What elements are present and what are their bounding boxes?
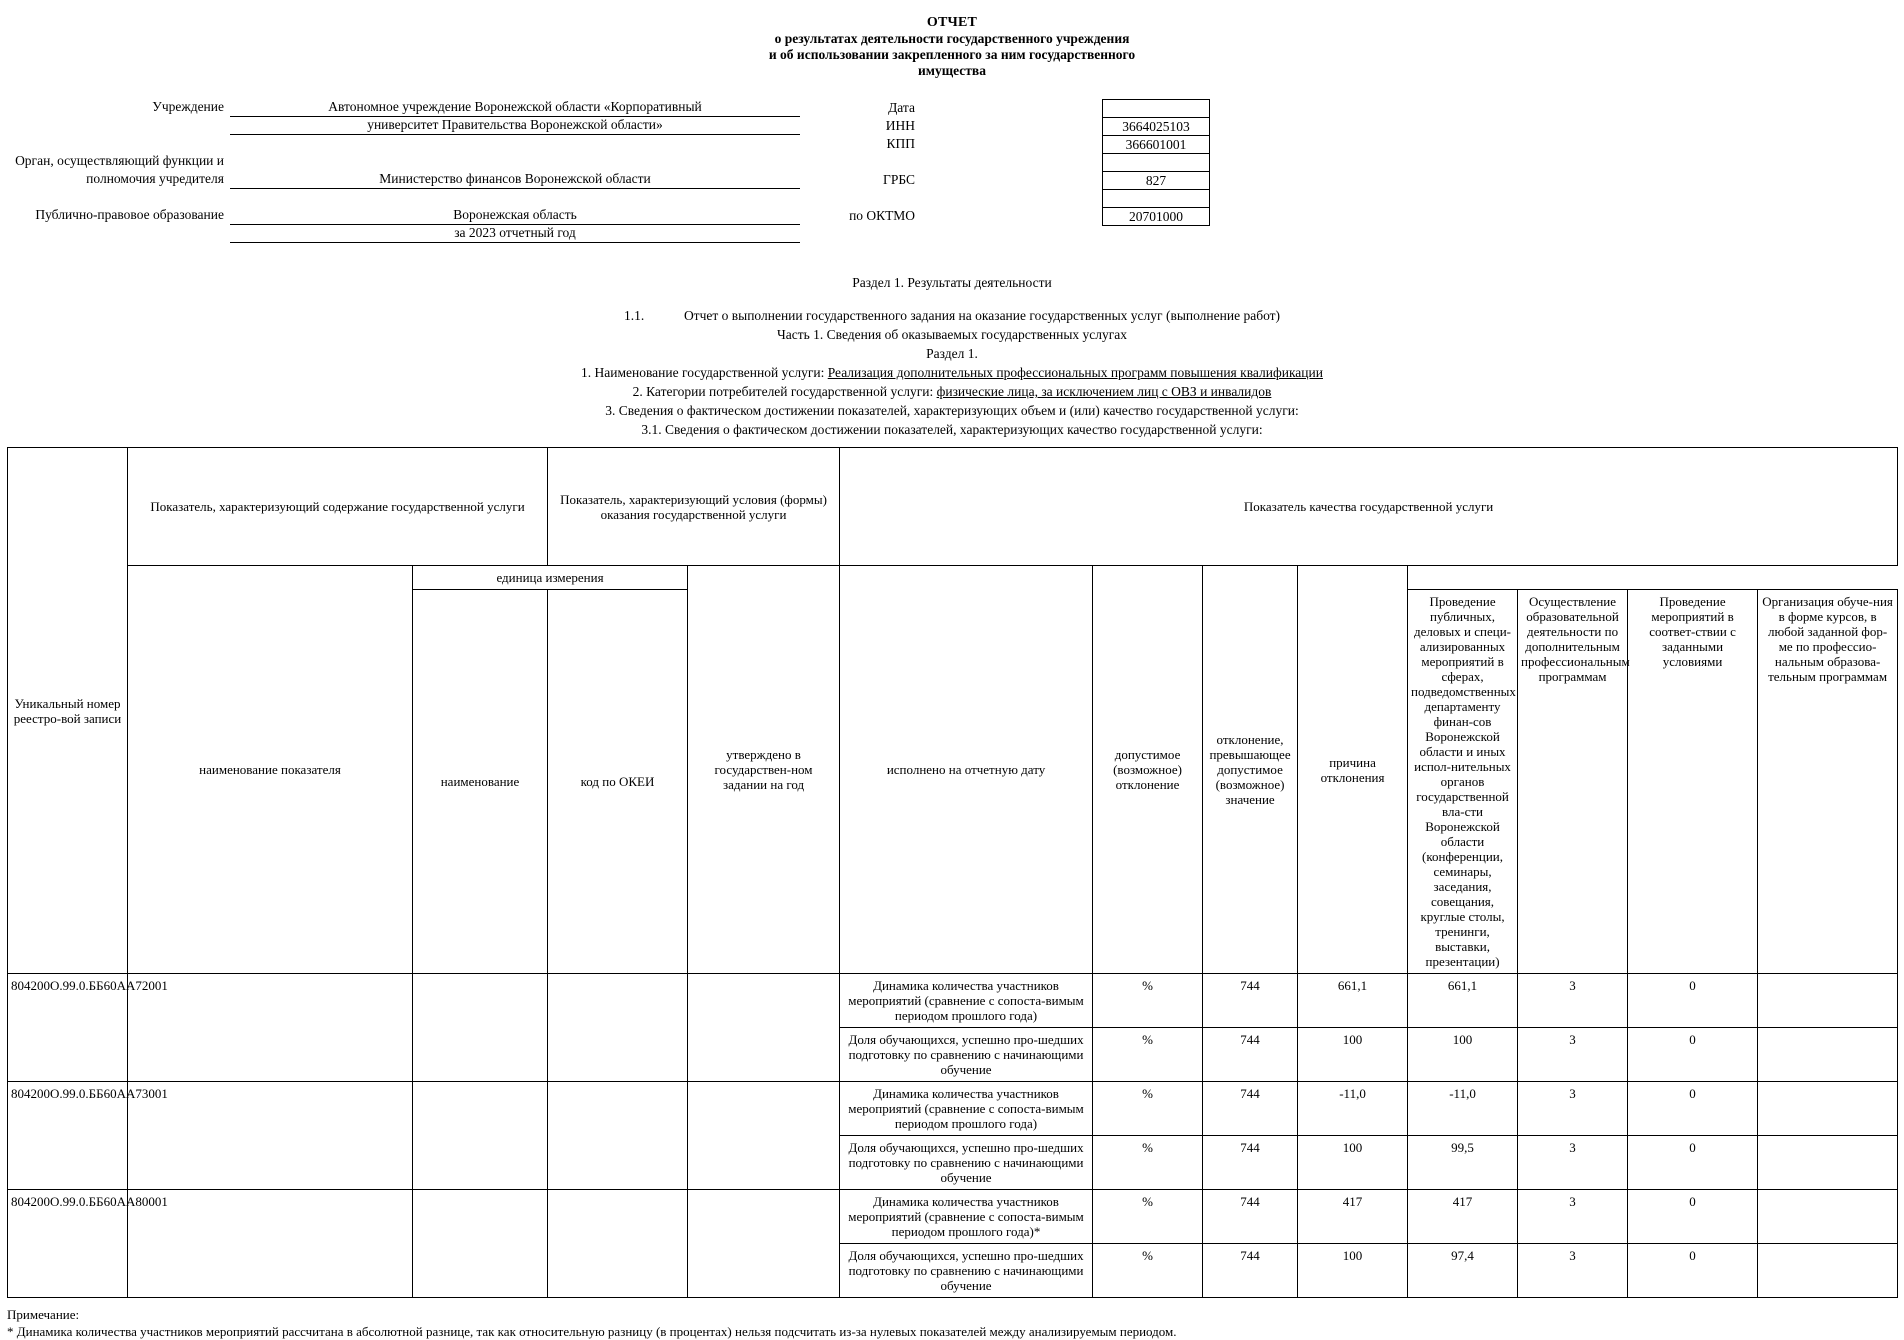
cell-deviation-reason xyxy=(1758,974,1898,1028)
quality-indicators-table xyxy=(7,447,1898,1298)
cell-unit-name: % xyxy=(1093,1190,1203,1244)
cell-executed-to-date: 661,1 xyxy=(1408,974,1518,1028)
th-indicator-name: наименование показателя xyxy=(128,566,413,974)
cell-indicator-name: Динамика количества участников мероприятий (сравнение с сопоста-вимым периодом прошлого года) xyxy=(840,1082,1093,1136)
th-conditions-col-2: Организация обуче-ния в форме курсов, в любой заданной фор-ме по профессио-нальным образова-тельным программам xyxy=(1758,590,1898,974)
code-label-grbs: ГРБС xyxy=(883,172,915,187)
heading-razdel-1-short: Раздел 1. xyxy=(926,346,978,361)
cell-conditions-col-1 xyxy=(548,1190,688,1298)
th-executed-to-date: исполнено на отчетную дату xyxy=(840,566,1093,974)
founder-label-line-2: полномочия учредителя xyxy=(86,171,224,186)
institution-label: Учреждение xyxy=(152,99,224,114)
heading-consumer-categories xyxy=(0,382,1904,401)
heading-quality-achievement-info: 3.1. Сведения о фактическом достижении показателей, характеризующих качество государственной услуги: xyxy=(641,422,1263,437)
spacer-value-1 xyxy=(230,135,800,153)
cell-unit-okei-code: 744 xyxy=(1203,1136,1298,1190)
consumer-categories-prefix: 2. Категории потребителей государственной услуги: xyxy=(632,384,937,399)
cell-unit-okei-code: 744 xyxy=(1203,974,1298,1028)
spacer-value-3 xyxy=(230,189,800,207)
table-header-row-2 xyxy=(8,566,1898,590)
code-value-kpp: 366601001 xyxy=(1103,136,1209,154)
heading-item-1-1-text: Отчет о выполнении государственного задания на оказание государственных услуг (выполнение работ) xyxy=(683,308,1281,323)
heading-item-1-1-number: 1.1. xyxy=(623,308,645,323)
table-body xyxy=(8,974,1898,1298)
institution-value-line-1: Автономное учреждение Воронежской области «Корпоративный xyxy=(230,99,800,117)
th-unit-okei-code: код по ОКЕИ xyxy=(548,590,688,974)
th-unit-of-measure: единица измерения xyxy=(413,566,688,590)
founder-value: Министерство финансов Воронежской области xyxy=(230,171,800,189)
document-subtitle-line-2: и об использовании закрепленного за ним государственного xyxy=(768,47,1136,62)
identification-header xyxy=(0,99,1904,243)
public-entity-value: Воронежская область xyxy=(230,207,800,225)
document-title-block xyxy=(0,0,1904,79)
cell-approved-for-year: 417 xyxy=(1298,1190,1408,1244)
code-value-date xyxy=(1103,100,1209,118)
public-entity-label: Публично-правовое образование xyxy=(35,207,224,222)
footnote-heading: Примечание: xyxy=(7,1307,80,1322)
cell-deviation-reason xyxy=(1758,1136,1898,1190)
cell-allowed-deviation: 3 xyxy=(1518,974,1628,1028)
cell-exceeding-deviation: 0 xyxy=(1628,1190,1758,1244)
cell-executed-to-date: -11,0 xyxy=(1408,1082,1518,1136)
table-header xyxy=(8,448,1898,974)
spacer-label-3 xyxy=(0,189,230,207)
cell-unit-okei-code: 744 xyxy=(1203,1190,1298,1244)
code-values-box xyxy=(1102,99,1210,226)
cell-registry-number: 804200О.99.0.ББ60АА72001 xyxy=(8,974,128,1082)
th-content-col-1: Проведение публичных, деловых и специ-ализированных мероприятий в сферах, подведомственных департаменту финан-сов Воронежской области и иных испол-нительных органов государственной вла-сти Воронежской области (конференции, семинары, заседания, совещания, круглые столы, тренинги, выставки, презентации) xyxy=(1408,590,1518,974)
cell-deviation-reason xyxy=(1758,1082,1898,1136)
code-label-blank-2 xyxy=(838,189,923,207)
section-headings xyxy=(0,273,1904,439)
cell-indicator-name: Динамика количества участников мероприятий (сравнение с сопоста-вимым периодом прошлого года)* xyxy=(840,1190,1093,1244)
document-subtitle-line-3: имущества xyxy=(918,63,986,78)
code-label-oktmo: по ОКТМО xyxy=(849,208,915,223)
code-value-oktmo: 20701000 xyxy=(1103,208,1209,226)
cell-executed-to-date: 417 xyxy=(1408,1190,1518,1244)
cell-allowed-deviation: 3 xyxy=(1518,1136,1628,1190)
cell-content-col-1 xyxy=(128,1082,413,1190)
footnote-text: * Динамика количества участников мероприятий рассчитана в абсолютной разнице, так как относительную разницу (в процентах) нельзя подсчитать из-за нулевых показателей между анализируемым периодом. xyxy=(7,1324,1177,1339)
cell-content-col-2 xyxy=(413,974,548,1082)
cell-approved-for-year: 100 xyxy=(1298,1244,1408,1298)
cell-unit-name: % xyxy=(1093,1136,1203,1190)
cell-approved-for-year: 100 xyxy=(1298,1028,1408,1082)
institution-value-line-2: университет Правительства Воронежской области» xyxy=(230,117,800,135)
cell-indicator-name: Доля обучающихся, успешно про-шедших подготовку по сравнению с начинающими обучение xyxy=(840,1136,1093,1190)
cell-content-col-1 xyxy=(128,974,413,1082)
th-content-col-2: Осуществление образовательной деятельности по дополнительным профессиональным программам xyxy=(1518,590,1628,974)
cell-allowed-deviation: 3 xyxy=(1518,1082,1628,1136)
table-row xyxy=(8,974,1898,1028)
reporting-period-value: за 2023 отчетный год xyxy=(230,225,800,243)
code-value-blank-2 xyxy=(1103,190,1209,208)
document-subtitle-line-1: о результатах деятельности государственного учреждения xyxy=(774,31,1130,46)
th-approved-for-year: утверждено в государствен-ном задании на год xyxy=(688,566,840,974)
cell-executed-to-date: 99,5 xyxy=(1408,1136,1518,1190)
th-deviation-reason: причина отклонения xyxy=(1298,566,1408,974)
cell-conditions-col-1 xyxy=(548,1082,688,1190)
cell-conditions-col-2 xyxy=(688,1190,840,1298)
code-label-date: Дата xyxy=(888,100,915,115)
th-conditions-col-1: Проведение мероприятий в соответ-ствии с заданными условиями xyxy=(1628,590,1758,974)
cell-unit-name: % xyxy=(1093,1028,1203,1082)
cell-deviation-reason xyxy=(1758,1028,1898,1082)
service-name-value: Реализация дополнительных профессиональных программ повышения квалификации xyxy=(827,365,1323,380)
cell-unit-okei-code: 744 xyxy=(1203,1028,1298,1082)
code-value-grbs: 827 xyxy=(1103,172,1209,190)
cell-unit-name: % xyxy=(1093,1244,1203,1298)
cell-unit-okei-code: 744 xyxy=(1203,1082,1298,1136)
heading-achievement-info: 3. Сведения о фактическом достижении показателей, характеризующих объем и (или) качество государственной услуги: xyxy=(605,403,1299,418)
cell-executed-to-date: 100 xyxy=(1408,1028,1518,1082)
document-title: ОТЧЕТ xyxy=(926,15,978,30)
cell-allowed-deviation: 3 xyxy=(1518,1028,1628,1082)
cell-registry-number: 804200О.99.0.ББ60АА80001 xyxy=(8,1190,128,1298)
table-header-row-1 xyxy=(8,448,1898,566)
th-exceeding-deviation: отклонение, превышающее допустимое (возможное) значение xyxy=(1203,566,1298,974)
code-label-blank-1 xyxy=(838,153,923,171)
code-label-kpp: КПП xyxy=(886,136,915,151)
cell-exceeding-deviation: 0 xyxy=(1628,1028,1758,1082)
cell-content-col-2 xyxy=(413,1190,548,1298)
founder-label-line-1: Орган, осуществляющий функции и xyxy=(15,153,224,168)
cell-executed-to-date: 97,4 xyxy=(1408,1244,1518,1298)
cell-conditions-col-2 xyxy=(688,974,840,1082)
th-unit-name: наименование xyxy=(413,590,548,974)
th-allowed-deviation: допустимое (возможное) отклонение xyxy=(1093,566,1203,974)
cell-indicator-name: Динамика количества участников мероприятий (сравнение с сопоста-вимым периодом прошлого года) xyxy=(840,974,1093,1028)
th-content-indicator: Показатель, характеризующий содержание государственной услуги xyxy=(128,448,548,566)
cell-conditions-col-2 xyxy=(688,1082,840,1190)
heading-service-name xyxy=(0,363,1904,382)
code-label-inn: ИНН xyxy=(885,118,915,133)
spacer-value-2 xyxy=(230,153,800,171)
service-name-prefix: 1. Наименование государственной услуги: xyxy=(581,365,828,380)
consumer-categories-value: физические лица, за исключением лиц с ОВЗ и инвалидов xyxy=(936,384,1272,399)
cell-approved-for-year: -11,0 xyxy=(1298,1082,1408,1136)
spacer-label-2 xyxy=(0,135,230,153)
cell-allowed-deviation: 3 xyxy=(1518,1190,1628,1244)
cell-unit-name: % xyxy=(1093,974,1203,1028)
th-registry-number: Уникальный номер реестро-вой записи xyxy=(8,448,128,974)
cell-indicator-name: Доля обучающихся, успешно про-шедших подготовку по сравнению с начинающими обучение xyxy=(840,1244,1093,1298)
spacer-label-4 xyxy=(0,225,230,243)
code-value-inn: 3664025103 xyxy=(1103,118,1209,136)
th-quality-indicator: Показатель качества государственной услуги xyxy=(840,448,1898,566)
cell-allowed-deviation: 3 xyxy=(1518,1244,1628,1298)
cell-exceeding-deviation: 0 xyxy=(1628,974,1758,1028)
heading-razdel-1: Раздел 1. Результаты деятельности xyxy=(852,275,1052,290)
table-row xyxy=(8,1082,1898,1136)
cell-approved-for-year: 100 xyxy=(1298,1136,1408,1190)
cell-content-col-1 xyxy=(128,1190,413,1298)
spacer-label-1 xyxy=(0,117,230,135)
heading-item-1-1 xyxy=(0,306,1904,325)
footnote-block xyxy=(7,1306,1904,1340)
cell-approved-for-year: 661,1 xyxy=(1298,974,1408,1028)
heading-part-1: Часть 1. Сведения об оказываемых государственных услугах xyxy=(776,327,1128,342)
cell-deviation-reason xyxy=(1758,1244,1898,1298)
cell-exceeding-deviation: 0 xyxy=(1628,1244,1758,1298)
cell-exceeding-deviation: 0 xyxy=(1628,1136,1758,1190)
cell-unit-okei-code: 744 xyxy=(1203,1244,1298,1298)
cell-exceeding-deviation: 0 xyxy=(1628,1082,1758,1136)
th-conditions-indicator: Показатель, характеризующий условия (формы) оказания государственной услуги xyxy=(548,448,840,566)
cell-registry-number: 804200О.99.0.ББ60АА73001 xyxy=(8,1082,128,1190)
cell-indicator-name: Доля обучающихся, успешно про-шедших подготовку по сравнению с начинающими обучение xyxy=(840,1028,1093,1082)
code-value-blank-1 xyxy=(1103,154,1209,172)
cell-unit-name: % xyxy=(1093,1082,1203,1136)
cell-conditions-col-1 xyxy=(548,974,688,1082)
cell-content-col-2 xyxy=(413,1082,548,1190)
